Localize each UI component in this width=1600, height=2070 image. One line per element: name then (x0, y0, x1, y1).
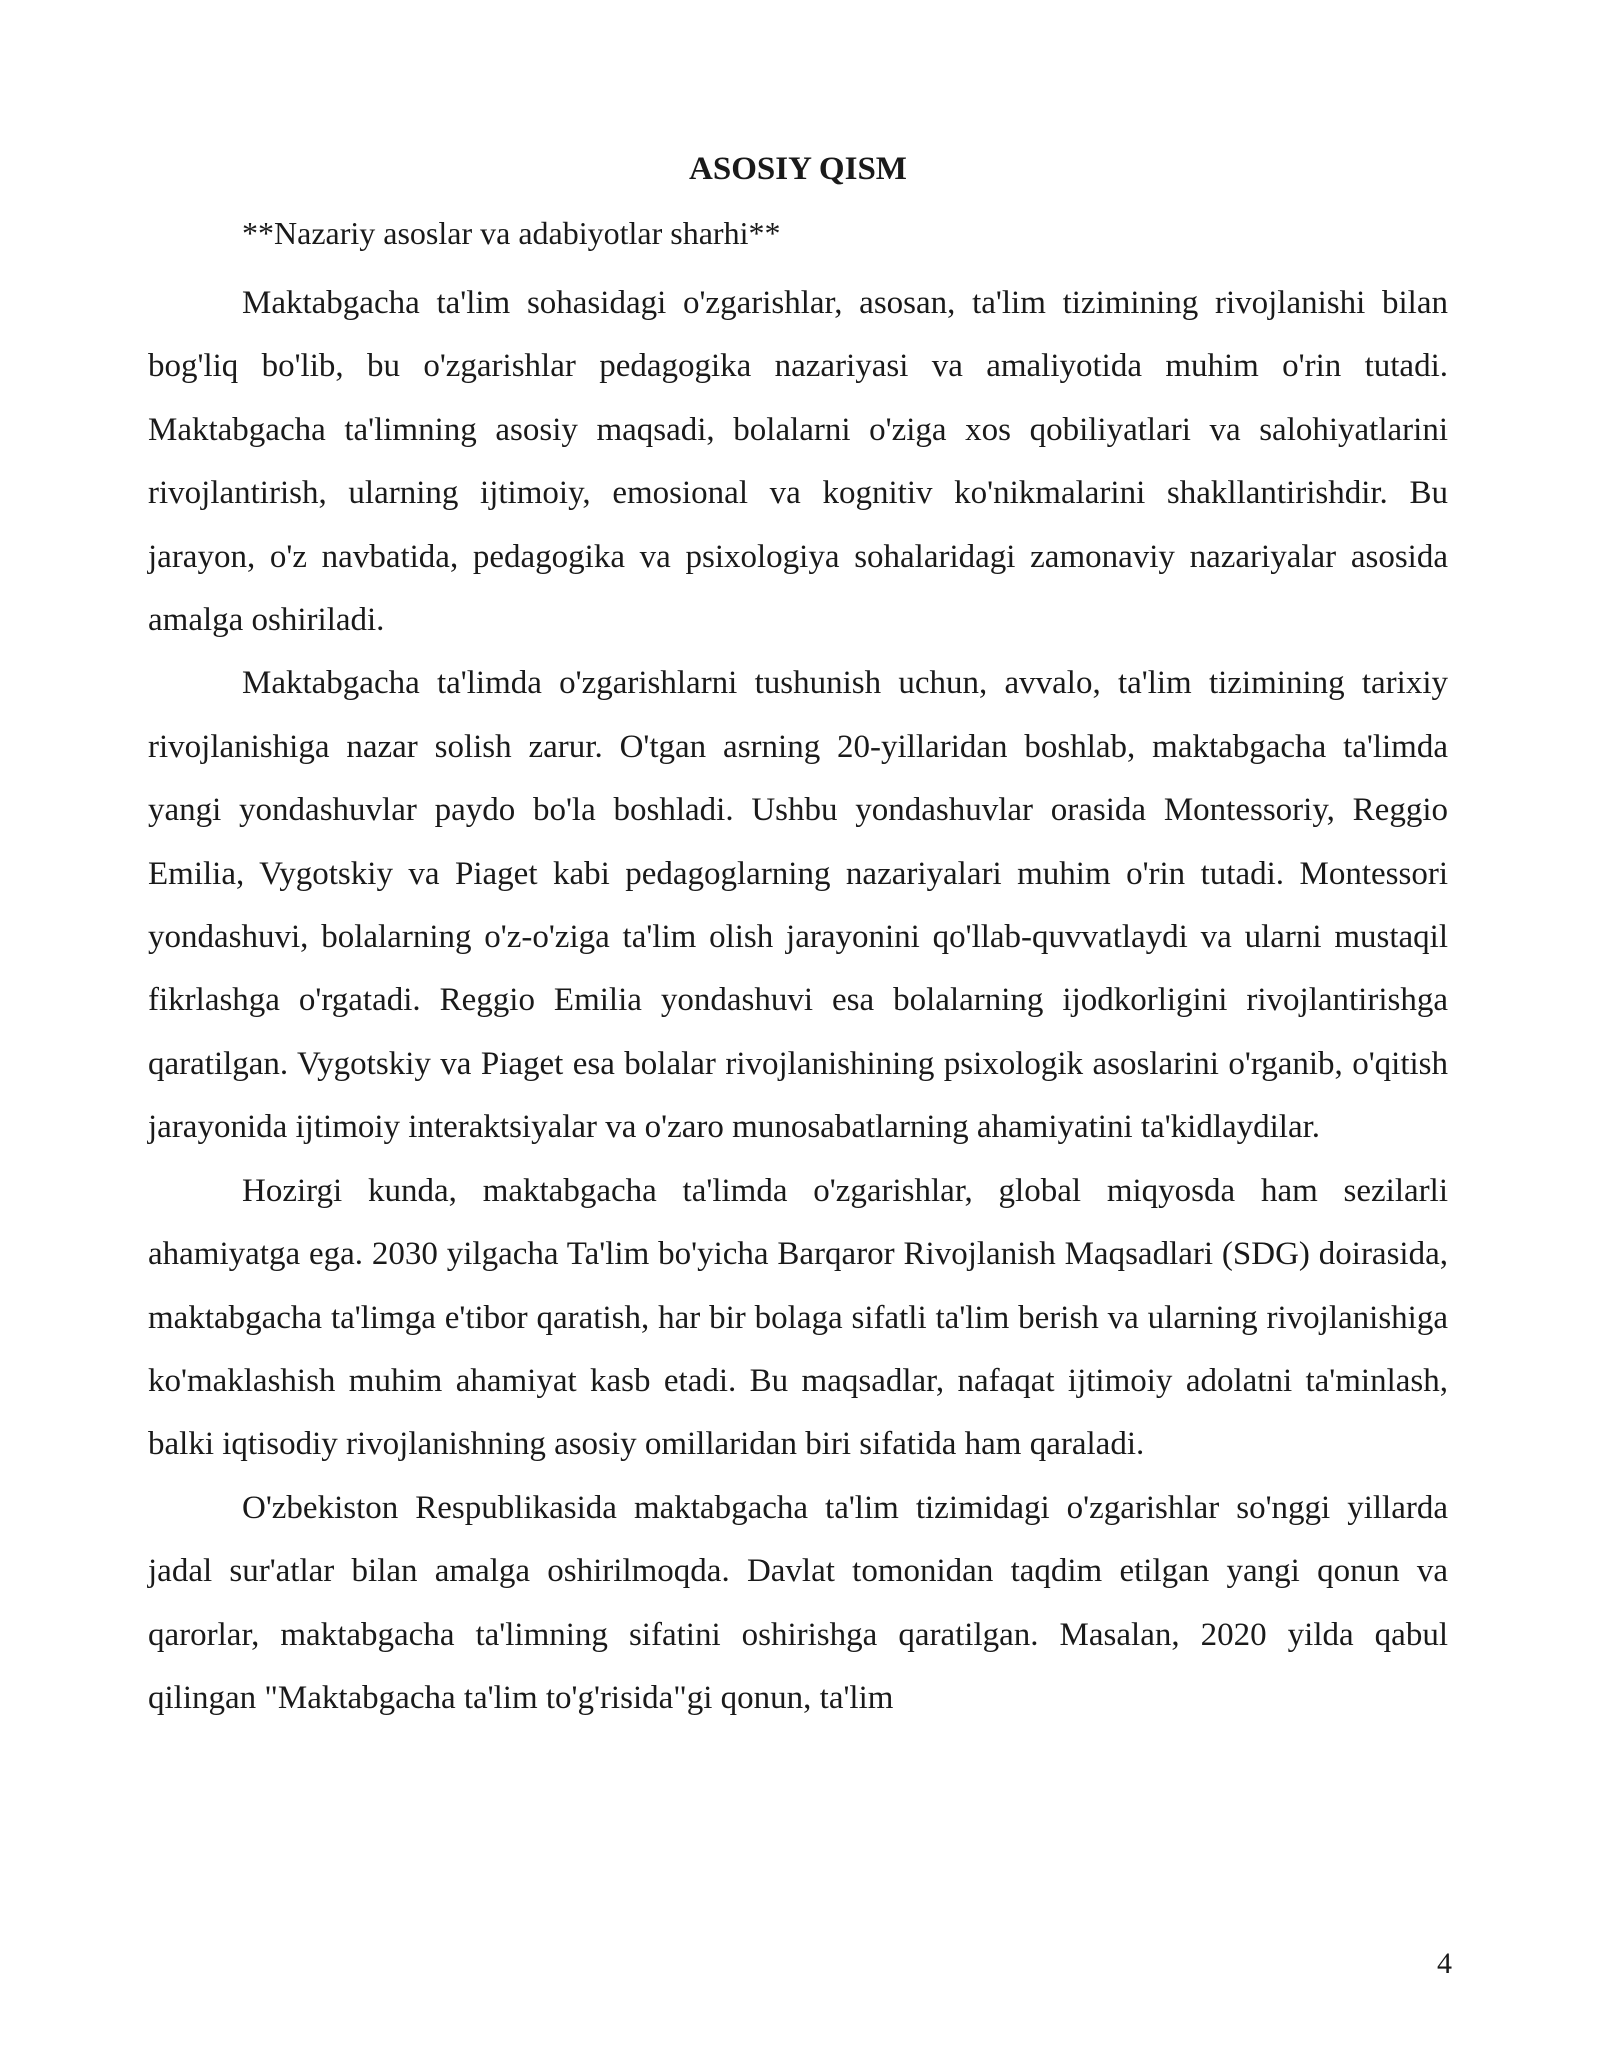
paragraph-2: Maktabgacha ta'limda o'zgarishlarni tushunish uchun, avvalo, ta'lim tizimining tarixiy rivojlanishiga nazar solish zarur. O'tgan asrning 20-yillaridan boshlab, maktabgacha ta'limda yangi yondashuvlar paydo bo'la boshladi. Ushbu yondashuvlar orasida Montessoriy, Reggio Emilia, Vygotskiy va Piaget kabi pedagoglarning nazariyalari muhim o'rin tutadi. Montessori yondashuvi, bolalarning o'z-o'ziga ta'lim olish jarayonini qo'llab-quvvatlaydi va ularni mustaqil fikrlashga o'rgatadi. Reggio Emilia yondashuvi esa bolalarning ijodkorligini rivojlantirishga qaratilgan. Vygotskiy va Piaget esa bolalar rivojlanishining psixologik asoslarini o'rganib, o'qitish jarayonida ijtimoiy interaktsiyalar va o'zaro munosabatlarning ahamiyatini ta'kidlaydilar. (148, 665, 1448, 1146)
paragraph-3: Hozirgi kunda, maktabgacha ta'limda o'zgarishlar, global miqyosda ham sezilarli ahamiyatga ega. 2030 yilgacha Ta'lim bo'yicha Barqaror Rivojlanish Maqsadlari (SDG) doirasida, maktabgacha ta'limga e'tibor qaratish, har bir bolaga sifatli ta'lim berish va ularning rivojlanishiga ko'maklashish muhim ahamiyat kasb etadi. Bu maqsadlar, nafaqat ijtimoiy adolatni ta'minlash, balki iqtisodiy rivojlanishning asosiy omillaridan biri sifatida ham qaraladi. (148, 1172, 1448, 1463)
page-content (148, 146, 1448, 1730)
page-number: 4 (1437, 1947, 1452, 1980)
paragraph-4: O'zbekiston Respublikasida maktabgacha ta'lim tizimidagi o'zgarishlar so'nggi yillarda jadal sur'atlar bilan amalga oshirilmoqda. Davlat tomonidan taqdim etilgan yangi qonun va qarorlar, maktabgacha ta'limning sifatini oshirishga qaratilgan. Masalan, 2020 yilda qabul qilingan "Maktabgacha ta'lim to'g'risida"gi qonun, ta'lim (148, 1489, 1448, 1716)
paragraph-1: Maktabgacha ta'lim sohasidagi o'zgarishlar, asosan, ta'lim tizimining rivojlanishi bilan bog'liq bo'lib, bu o'zgarishlar pedagogika nazariyasi va amaliyotida muhim o'rin tutadi. Maktabgacha ta'limning asosiy maqsadi, bolalarni o'ziga xos qobiliyatlari va salohiyatlarini rivojlantirish, ularning ijtimoiy, emosional va kognitiv ko'nikmalarini shakllantirishdir. Bu jarayon, o'z navbatida, pedagogika va psixologiya sohalaridagi zamonaviy nazariyalar asosida amalga oshiriladi. (148, 285, 1448, 639)
section-heading: ASOSIY QISM (689, 151, 907, 187)
section-subheading: **Nazariy asoslar va adabiyotlar sharhi** (242, 215, 781, 251)
